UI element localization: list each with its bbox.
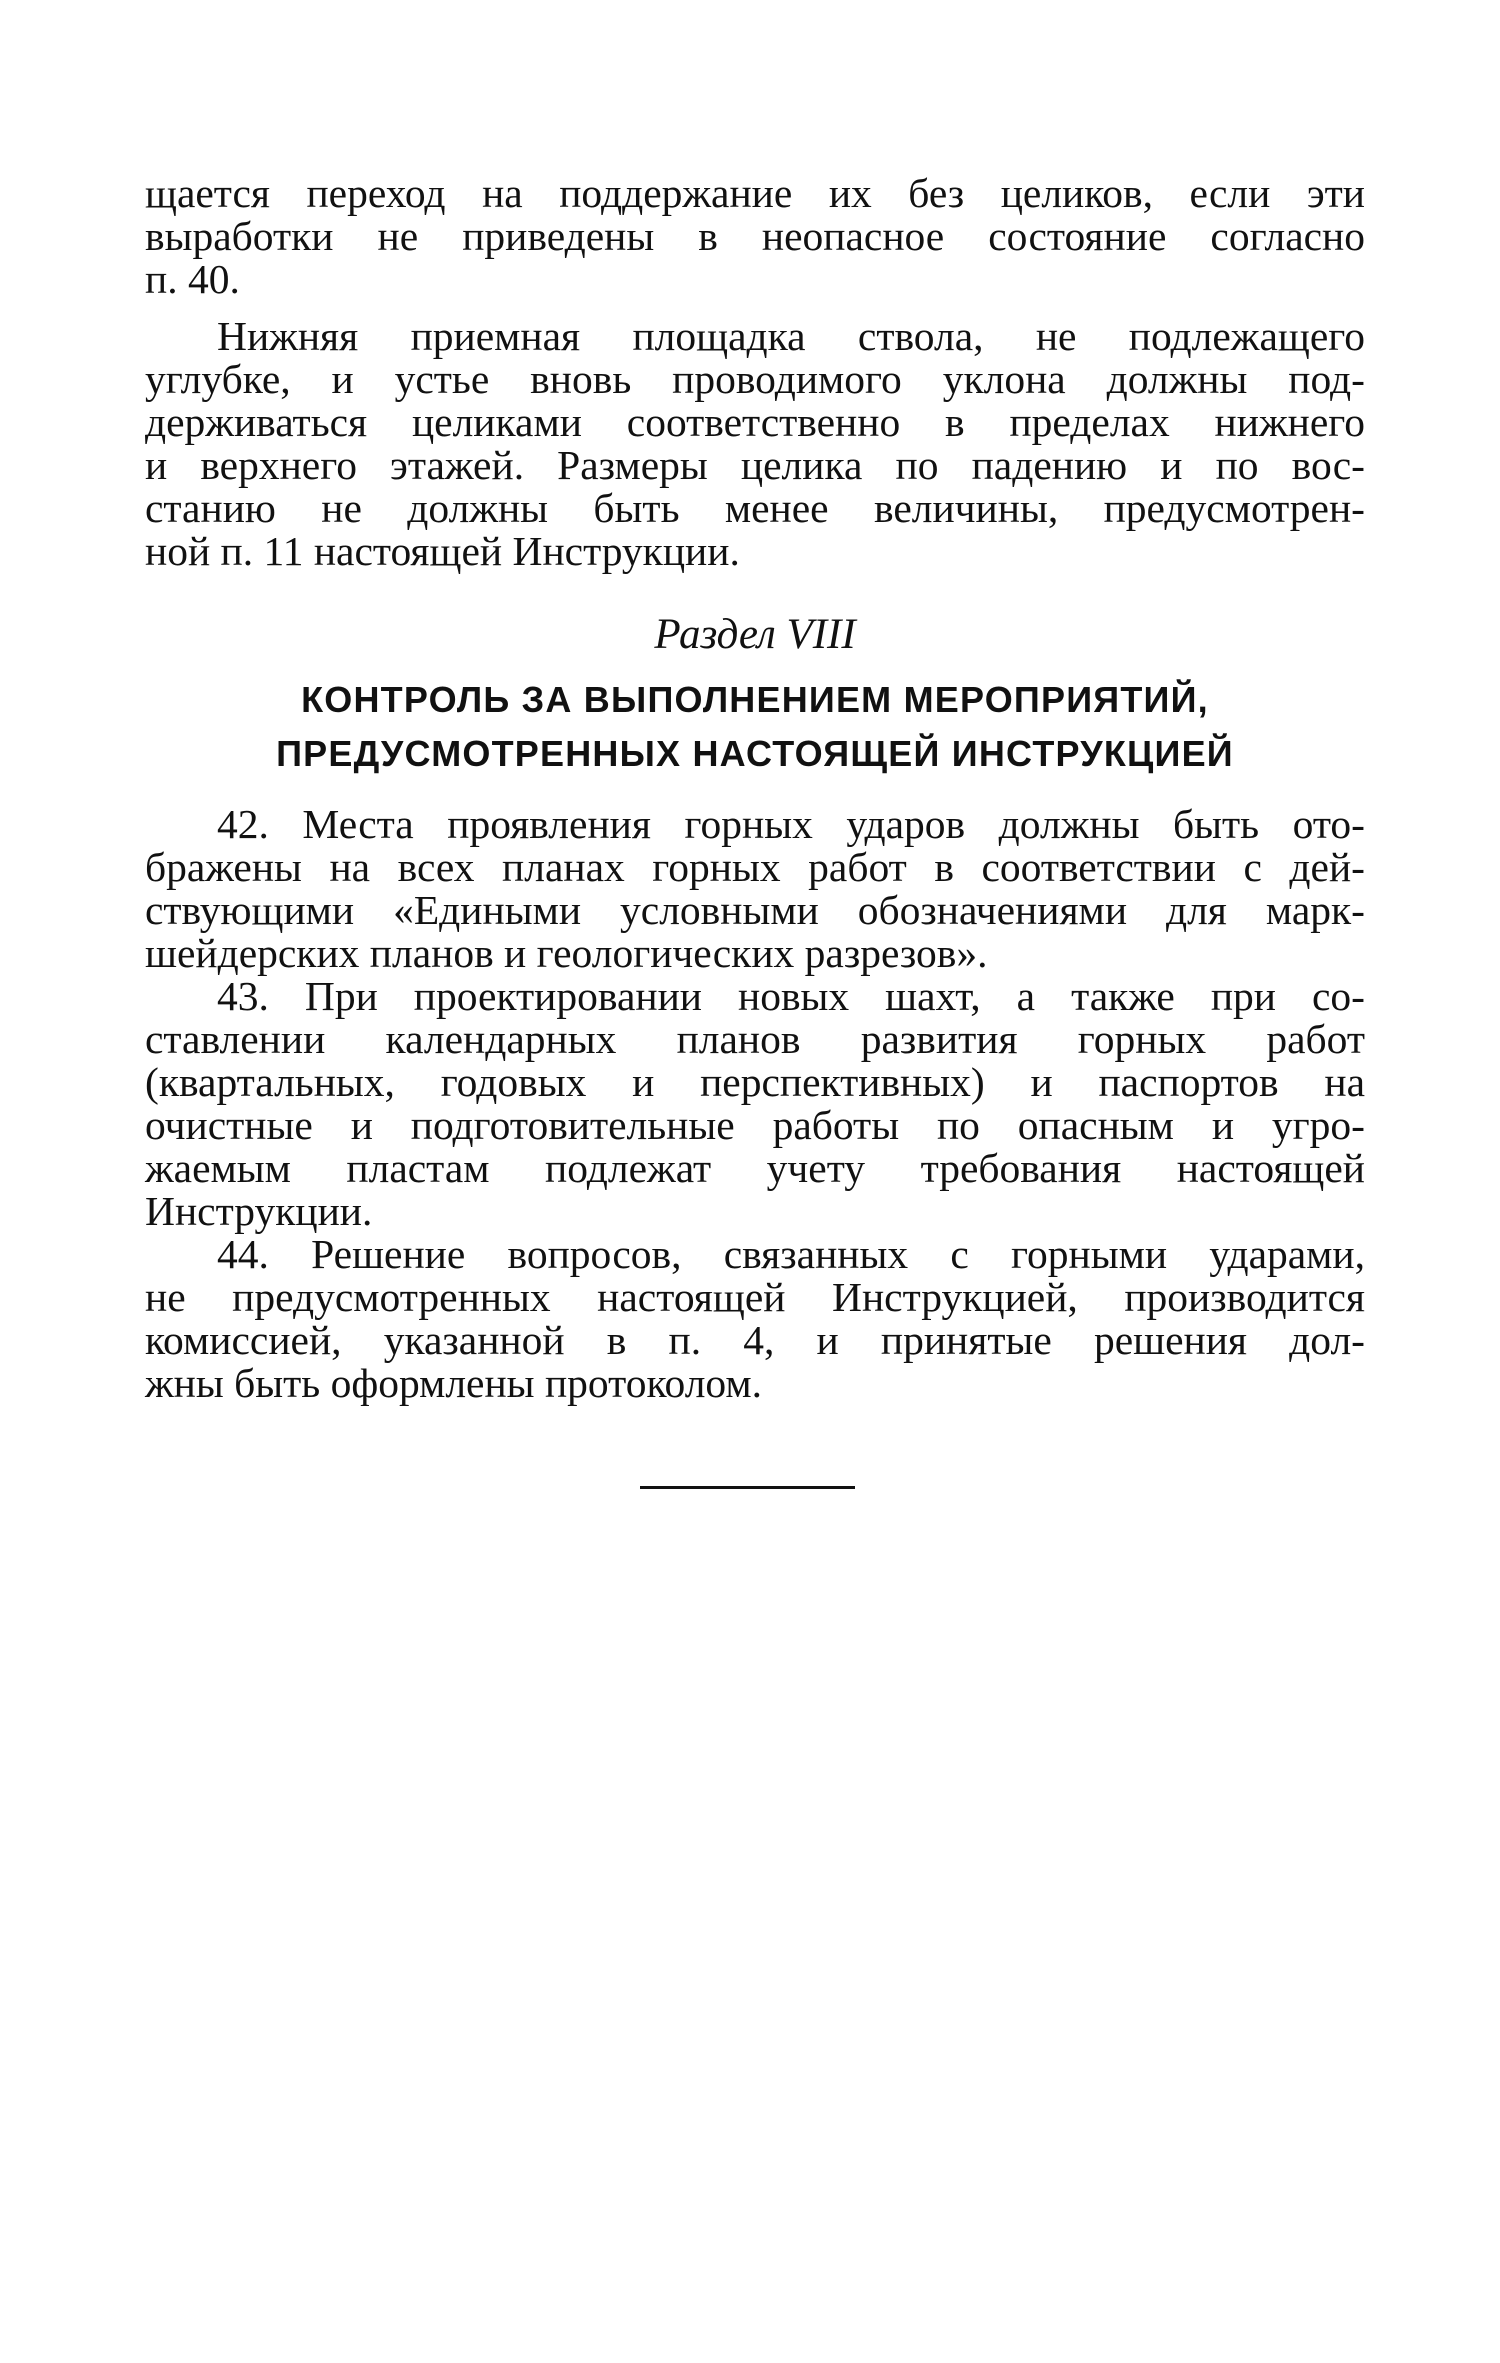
text-line: ставлении календарных планов развития горных работ [145, 1016, 1365, 1062]
text-line: очистные и подготовительные работы по опасным и угро- [145, 1102, 1365, 1148]
text-line: углубке, и устье вновь проводимого уклона должны под- [145, 356, 1365, 402]
text-line: Нижняя приемная площадка ствола, не подлежащего [217, 313, 1365, 359]
paragraph-item-43 [145, 975, 1365, 1233]
text-line: жаемым пластам подлежат учету требования настоящей [145, 1145, 1365, 1191]
text-line: шейдерских планов и геологических разрезов». [145, 930, 988, 976]
section-title-line-1: КОНТРОЛЬ ЗА ВЫПОЛНЕНИЕМ МЕРОПРИЯТИЙ, [301, 679, 1209, 720]
text-line: ствующими «Едиными условными обозначениями для марк- [145, 887, 1365, 933]
paragraph-item-44 [145, 1233, 1365, 1405]
text-line: выработки не приведены в неопасное состояние согласно [145, 213, 1365, 259]
text-line: ной п. 11 настоящей Инструкции. [145, 528, 740, 574]
text-line: бражены на всех планах горных работ в соответствии с дей- [145, 844, 1365, 890]
text-line: комиссией, указанной в п. 4, и принятые решения дол- [145, 1317, 1365, 1363]
text-line: 44. Решение вопросов, связанных с горными ударами, [217, 1231, 1365, 1277]
paragraph-continuation [145, 172, 1365, 301]
paragraph-lower-landing [145, 315, 1365, 573]
section-title-line-2: ПРЕДУСМОТРЕННЫХ НАСТОЯЩЕЙ ИНСТРУКЦИЕЙ [276, 733, 1234, 774]
text-line: щается переход на поддержание их без целиков, если эти [145, 170, 1365, 216]
text-line: 42. Места проявления горных ударов должны быть ото- [217, 801, 1365, 847]
text-line: не предусмотренных настоящей Инструкцией, производится [145, 1274, 1365, 1320]
text-line: и верхнего этажей. Размеры целика по падению и по вос- [145, 442, 1365, 488]
section-number: Раздел VIII [654, 611, 856, 658]
paragraph-item-42 [145, 803, 1365, 975]
page-body [145, 172, 1365, 1405]
text-line: жны быть оформлены протоколом. [145, 1360, 763, 1406]
end-rule-divider [640, 1486, 855, 1489]
text-line: Инструкции. [145, 1188, 373, 1234]
text-line: п. 40. [145, 256, 240, 302]
text-line: держиваться целиками соответственно в пределах нижнего [145, 399, 1365, 445]
text-line: (квартальных, годовых и перспективных) и паспортов на [145, 1059, 1365, 1105]
text-line: 43. При проектировании новых шахт, а также при со- [217, 973, 1365, 1019]
text-line: станию не должны быть менее величины, предусмотрен- [145, 485, 1365, 531]
